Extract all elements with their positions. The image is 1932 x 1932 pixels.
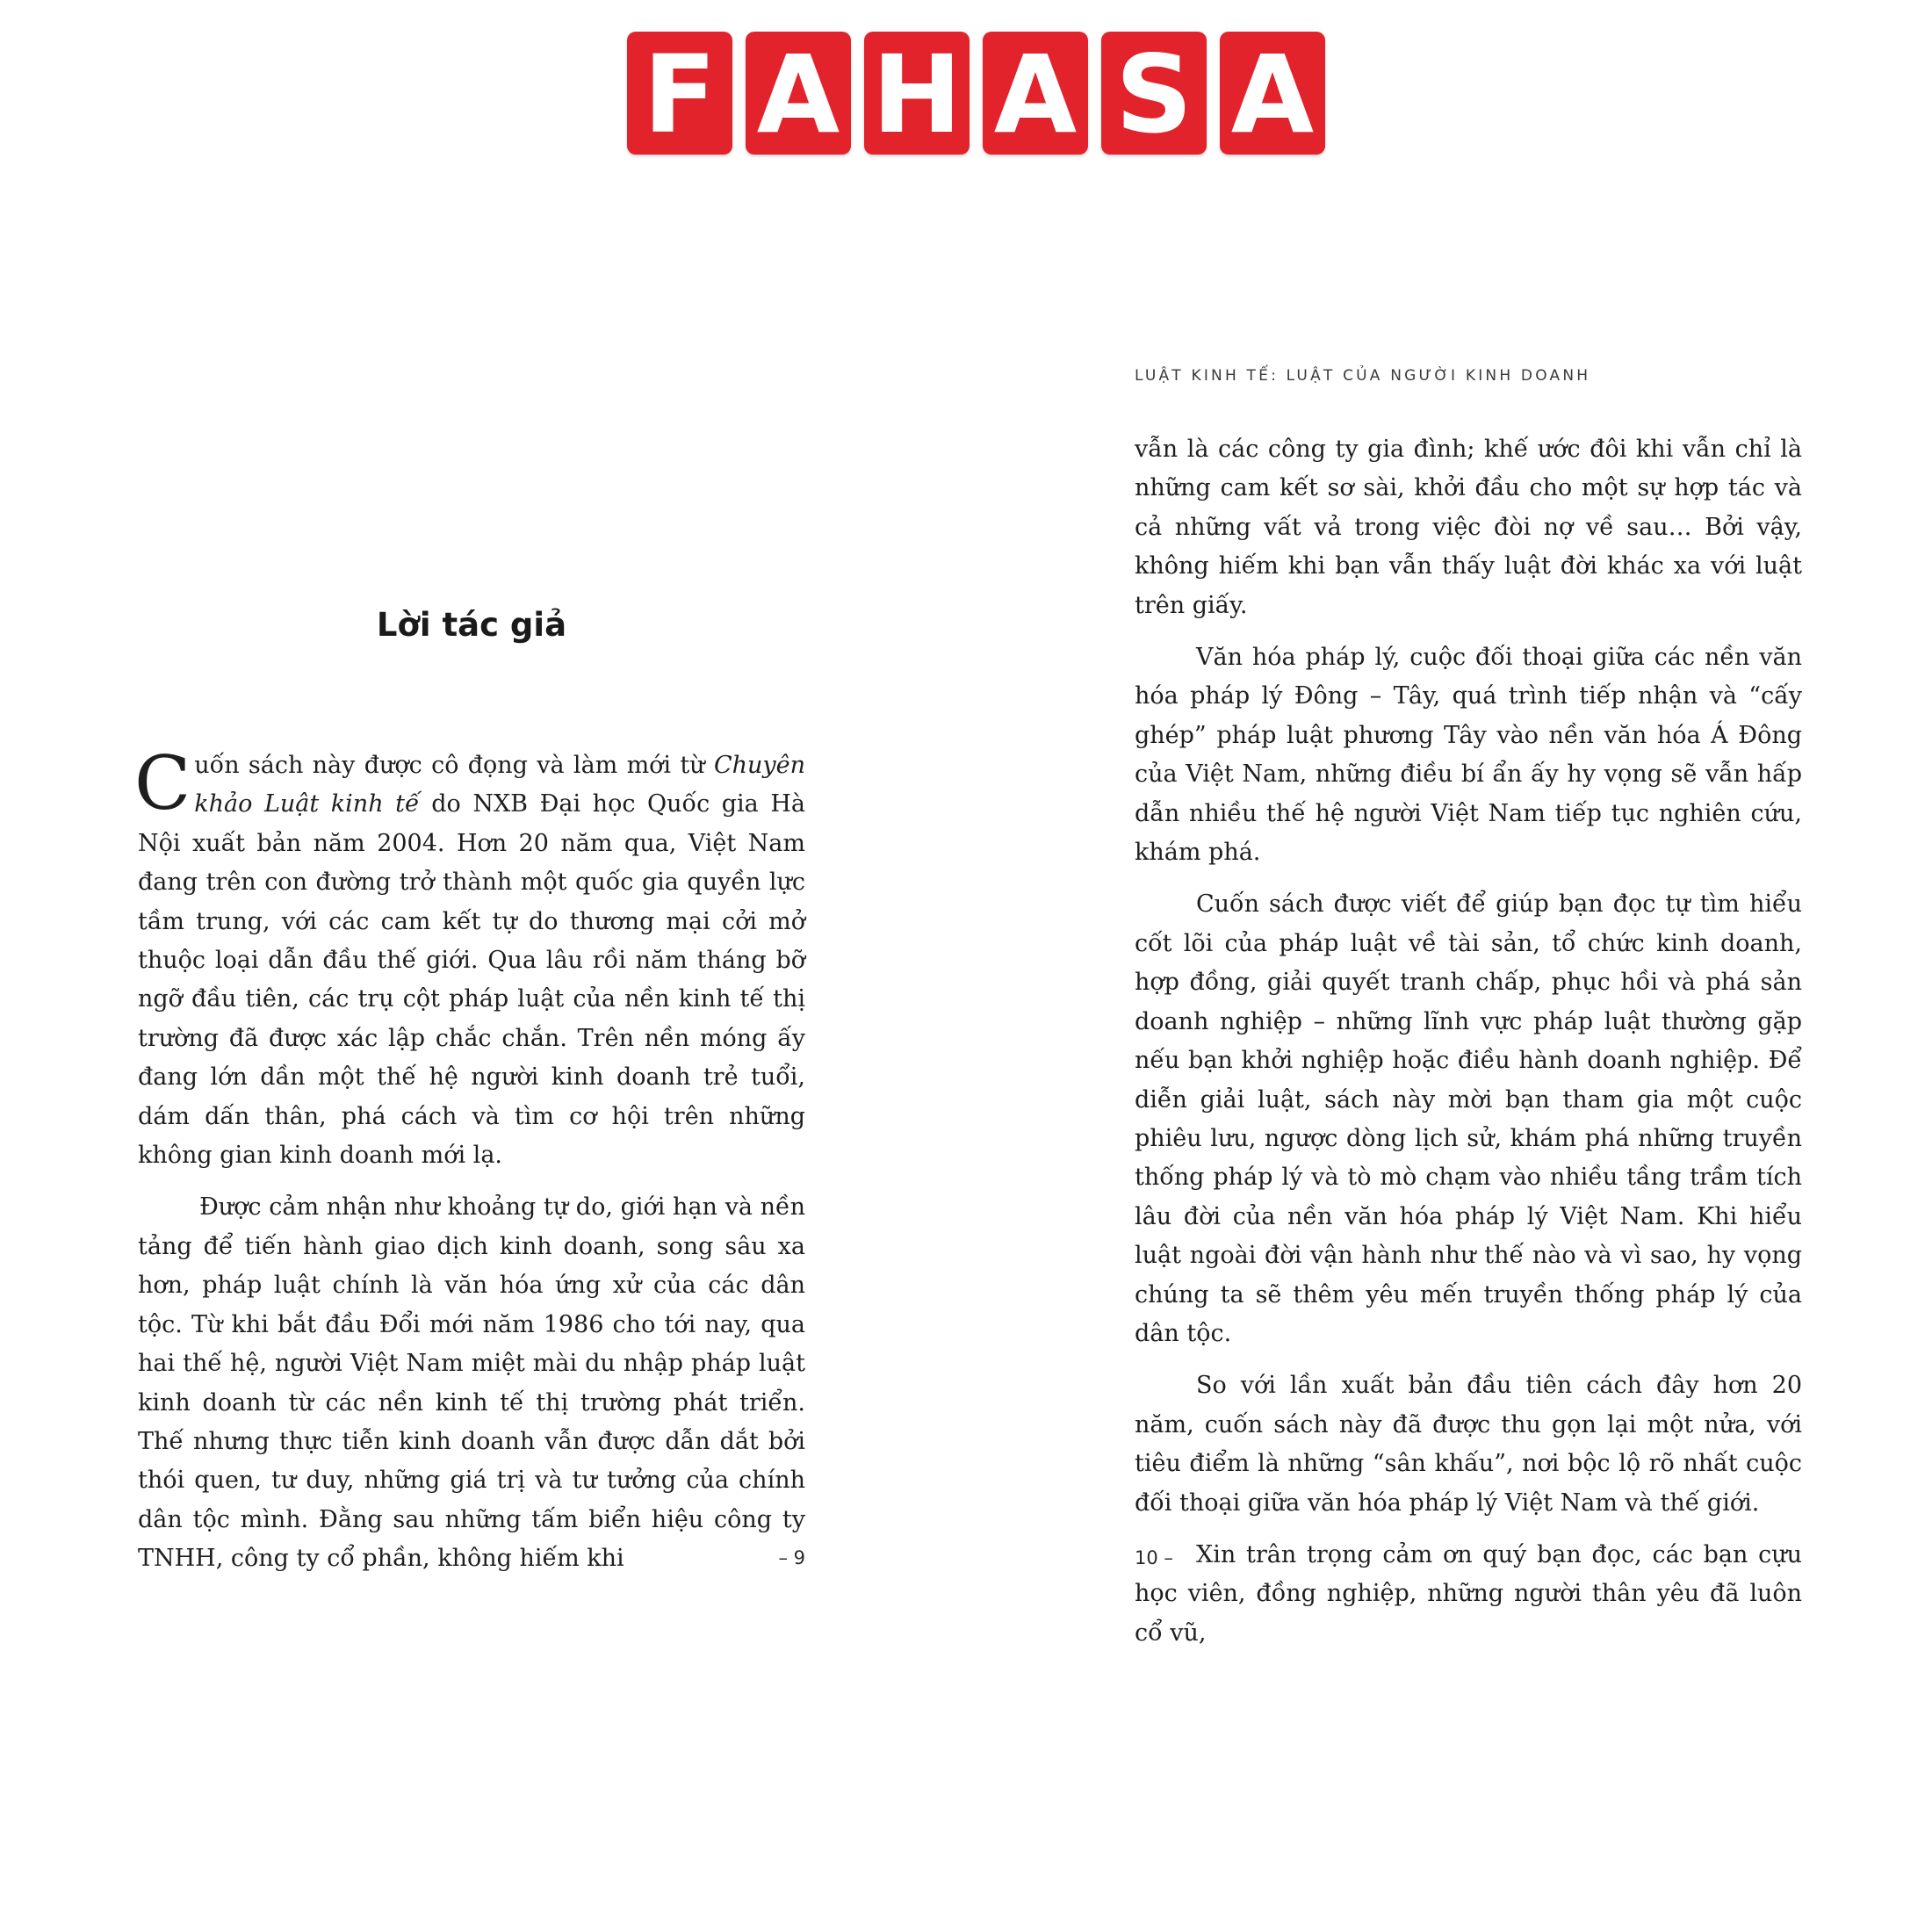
paragraph: Cuốn sách được viết để giúp bạn đọc tự tìm hiểu cốt lõi của pháp luật về tài sản, tổ chức kinh doanh, hợp đồng, giải quyết tranh chấp, phục hồi và phá sản doanh nghiệp – những lĩnh vực pháp luật thường gặp nếu bạn khởi nghiệp hoặc điều hành doanh nghiệp. Để diễn giải luật, sách này mời bạn tham gia một cuộc phiêu lưu, ngược dòng lịch sử, khám phá những truyền thống pháp lý và tò mò chạm vào nhiều tầng trầm tích lâu đời của nền văn hóa pháp lý Việt Nam. Khi hiểu luật ngoài đời vận hành như thế nào và vì sao, hy vọng chúng ta sẽ thêm yêu mến truyền thống pháp lý của dân tộc. — [1135, 890, 1802, 1347]
logo-letter: A — [993, 32, 1078, 157]
logo-letter: A — [756, 32, 840, 157]
paragraph: Được cảm nhận như khoảng tự do, giới hạn và nền tảng để tiến hành giao dịch kinh doanh, song sâu xa hơn, pháp luật chính là văn hóa ứng xử của các dân tộc. Từ khi bắt đầu Đổi mới năm 1986 cho tới nay, qua hai thế hệ, người Việt Nam miệt mài du nhập pháp luật kinh doanh từ các nền kinh tế thị trường phát triển. Thế nhưng thực tiễn kinh doanh vẫn được dẫn dắt bởi thói quen, tư duy, những giá trị và tư tưởng của chính dân tộc mình. Đằng sau những tấm biển hiệu công ty TNHH, công ty cổ phần, không hiếm khi — [138, 1193, 805, 1573]
paragraph: vẫn là các công ty gia đình; khế ước đôi khi vẫn chỉ là những cam kết sơ sài, khởi đầu cho một sự hợp tác và cả những vất vả trong việc đòi nợ về sau… Bởi vậy, không hiếm khi bạn vẫn thấy luật đời khác xa với luật trên giấy. — [1135, 436, 1802, 619]
paragraph — [134, 740, 806, 1175]
paragraph: Văn hóa pháp lý, cuộc đối thoại giữa các nền văn hóa pháp lý Đông – Tây, quá trình tiếp nhận và “cấy ghép” pháp luật phương Tây vào nền văn hóa Á Đông của Việt Nam, những điều bí ẩn ấy hy vọng sẽ vẫn hấp dẫn nhiều thế hệ người Việt Nam tiếp tục nghiên cứu, khám phá. — [1135, 644, 1802, 867]
logo-tile — [1101, 32, 1207, 155]
paragraph-text: uốn sách này được cô đọng và làm mới từ — [194, 752, 714, 779]
book-title-italic: Chuyên khảo Luật kinh tế — [194, 752, 805, 818]
left-page-body — [134, 740, 806, 1592]
logo-letter: H — [871, 32, 962, 157]
paragraph: Xin trân trọng cảm ơn quý bạn đọc, các bạn cựu học viên, đồng nghiệp, những người thân yêu đã luôn cổ vũ, — [1135, 1540, 1802, 1647]
paragraph: So với lần xuất bản đầu tiên cách đây hơn 20 năm, cuốn sách này đã được thu gọn lại một nửa, với tiêu điểm là những “sân khấu”, nơi bộc lộ rõ nhất cuộc đối thoại giữa văn hóa pháp lý Việt Nam và thế giới. — [1135, 1372, 1802, 1517]
page-number-right: 10 – — [1135, 1547, 1173, 1568]
logo-tile — [1220, 32, 1325, 155]
logo-tile — [627, 32, 732, 155]
logo-letter: F — [643, 32, 717, 157]
logo-letter: S — [1115, 32, 1193, 157]
logo-tile — [983, 32, 1088, 155]
chapter-heading: Lời tác giả — [376, 606, 567, 644]
logo-tile — [746, 32, 851, 155]
fahasa-logo — [627, 32, 1325, 155]
drop-cap: C — [134, 740, 191, 826]
logo-tile — [864, 32, 970, 155]
paragraph-text: do NXB Đại học Quốc gia Hà Nội xuất bản năm 2004. Hơn 20 năm qua, Việt Nam đang trên con đường trở thành một quốc gia quyền lực tầm trung, với các cam kết tự do thương mại cởi mở thuộc loại dẫn đầu thế giới. Qua lâu rồi năm tháng bỡ ngỡ đầu tiên, các trụ cột pháp luật của nền kinh tế thị trường đã được xác lập chắc chắn. Trên nền móng ấy đang lớn dần một thế hệ người kinh doanh trẻ tuổi, dám dấn thân, phá cách và tìm cơ hội trên những không gian kinh doanh mới lạ. — [138, 790, 806, 1170]
page-number-left: – 9 — [778, 1547, 805, 1568]
logo-letter: A — [1230, 32, 1315, 157]
running-header: LUẬT KINH TẾ: LUẬT CỦA NGƯỜI KINH DOANH — [1135, 367, 1591, 385]
right-page-body — [1135, 430, 1802, 1666]
